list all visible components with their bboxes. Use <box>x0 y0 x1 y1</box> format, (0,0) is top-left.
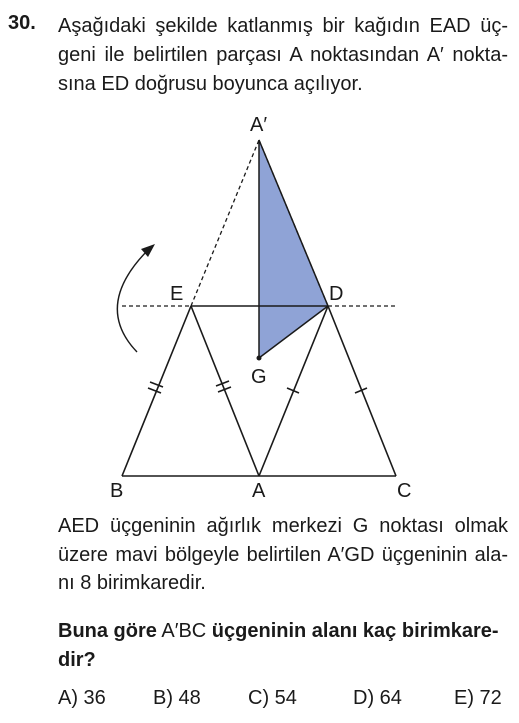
question-ask <box>58 617 508 674</box>
label-e: E <box>170 283 184 305</box>
info-line-2: üzere mavi bölgeyle belirtilen A′GD üçgeninin ala- <box>58 543 508 566</box>
ask-normal: A′BC <box>156 620 212 642</box>
ask-bold-end: üçgeninin alanı kaç birimkare- <box>211 620 499 642</box>
label-a-prime: A′ <box>250 114 268 136</box>
ask-line-2: dir? <box>58 648 96 671</box>
segment-d-c <box>328 306 396 476</box>
stem-line-2: geni ile belirtilen parçası A noktasından A′ nokta- <box>58 44 508 66</box>
choice-b[interactable]: B) 48 <box>153 687 201 709</box>
stem-line-3: sına ED doğrusu boyunca açılıyor. <box>58 73 363 95</box>
info-line-3: nı 8 birimkaredir. <box>58 572 206 594</box>
choice-d[interactable]: D) 64 <box>353 687 402 709</box>
label-b: B <box>110 480 124 502</box>
choice-c[interactable]: C) 54 <box>248 687 297 709</box>
choice-e[interactable]: E) 72 <box>454 687 502 709</box>
ask-line-1 <box>58 617 508 646</box>
info-paragraph <box>58 512 508 598</box>
question-number: 30. <box>8 12 36 34</box>
label-d: D <box>329 283 344 305</box>
stem-line-1: Aşağıdaki şekilde katlanmış bir kağıdın EAD üç- <box>58 15 508 37</box>
segment-e-a <box>191 306 259 476</box>
shaded-triangle-a-prime-g-d <box>259 140 328 358</box>
label-c: C <box>397 480 412 502</box>
label-g: G <box>251 366 267 388</box>
unfold-arrow-icon <box>117 248 150 352</box>
point-g <box>257 356 262 361</box>
dashed-line-e-a-prime <box>191 140 259 306</box>
label-a: A <box>252 480 266 502</box>
ask-bold-start: Buna göre <box>58 620 157 642</box>
choice-a[interactable]: A) 36 <box>58 687 106 709</box>
info-line-1: AED üçgeninin ağırlık merkezi G noktası olmak <box>58 515 508 537</box>
double-tick-be <box>148 382 163 393</box>
